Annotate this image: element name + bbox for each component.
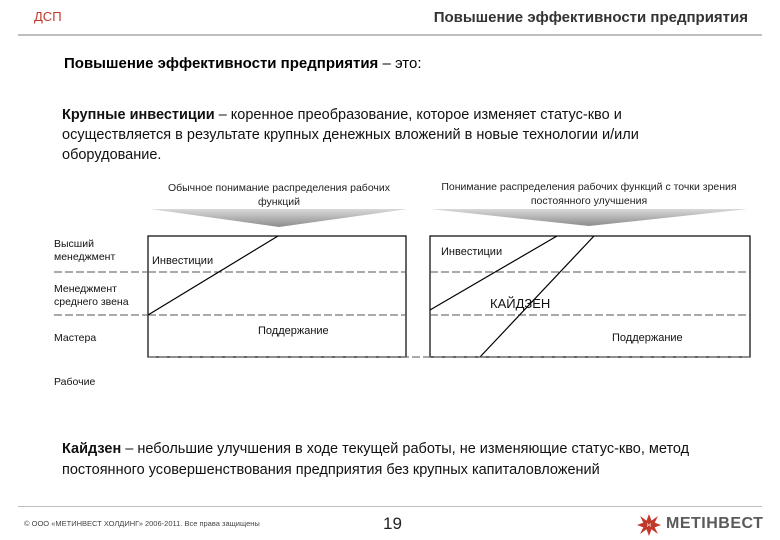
kaizen-term: Кайдзен bbox=[62, 441, 122, 457]
footer-divider bbox=[18, 506, 762, 507]
right-down-arrow bbox=[430, 209, 748, 226]
left-box-diagonal bbox=[148, 236, 278, 315]
investments-term: Крупные инвестиции bbox=[62, 107, 215, 123]
row-label-middle-management: Менеджмент среднего звена bbox=[54, 283, 129, 308]
page-number: 19 bbox=[383, 514, 402, 533]
caption-conventional: Обычное понимание распределения рабочих функций bbox=[167, 182, 391, 208]
caption-continuous-improvement: Понимание распределения рабочих функций с точки зрения постоянного улучшения bbox=[441, 181, 737, 207]
slide-title-bold: Повышение эффективности предприятия bbox=[64, 55, 379, 72]
right-support-label: Поддержание bbox=[612, 332, 683, 344]
left-support-label: Поддержание bbox=[258, 325, 329, 337]
right-investments-label: Инвестиции bbox=[441, 246, 503, 258]
slide-title-rest: – это: bbox=[378, 55, 422, 72]
row-label-top-management: Высший менеджмент bbox=[54, 238, 116, 263]
kaizen-paragraph bbox=[62, 439, 742, 481]
copyright-text: © ООО «МЕТИНВЕСТ ХОЛДИНГ» 2006-2011. Все права защищены bbox=[24, 519, 260, 528]
header-title: Повышение эффективности предприятия bbox=[433, 9, 748, 26]
row-label-workers: Рабочие bbox=[54, 376, 96, 388]
left-investments-label: Инвестиции bbox=[152, 255, 214, 267]
kaizen-definition: – небольшие улучшения в ходе текущей работы, не изменяющие статус-кво, метод постоянного усовершенствования предприятия без крупных капиталовложений bbox=[62, 441, 690, 478]
classification-tag: ДСП bbox=[34, 9, 62, 24]
metinvest-logo-text: МЕТІНВЕСТ bbox=[666, 515, 764, 532]
investments-definition: – коренное преобразование, которое изменяет статус-кво и осуществляется в результате крупных денежных вложений в новые технологии и/или оборудование. bbox=[62, 107, 639, 163]
right-kaizen-label: КАЙДЗЕН bbox=[490, 296, 551, 311]
row-label-masters: Мастера bbox=[54, 332, 97, 344]
left-down-arrow bbox=[150, 209, 408, 227]
metinvest-logo-icon bbox=[636, 513, 662, 537]
